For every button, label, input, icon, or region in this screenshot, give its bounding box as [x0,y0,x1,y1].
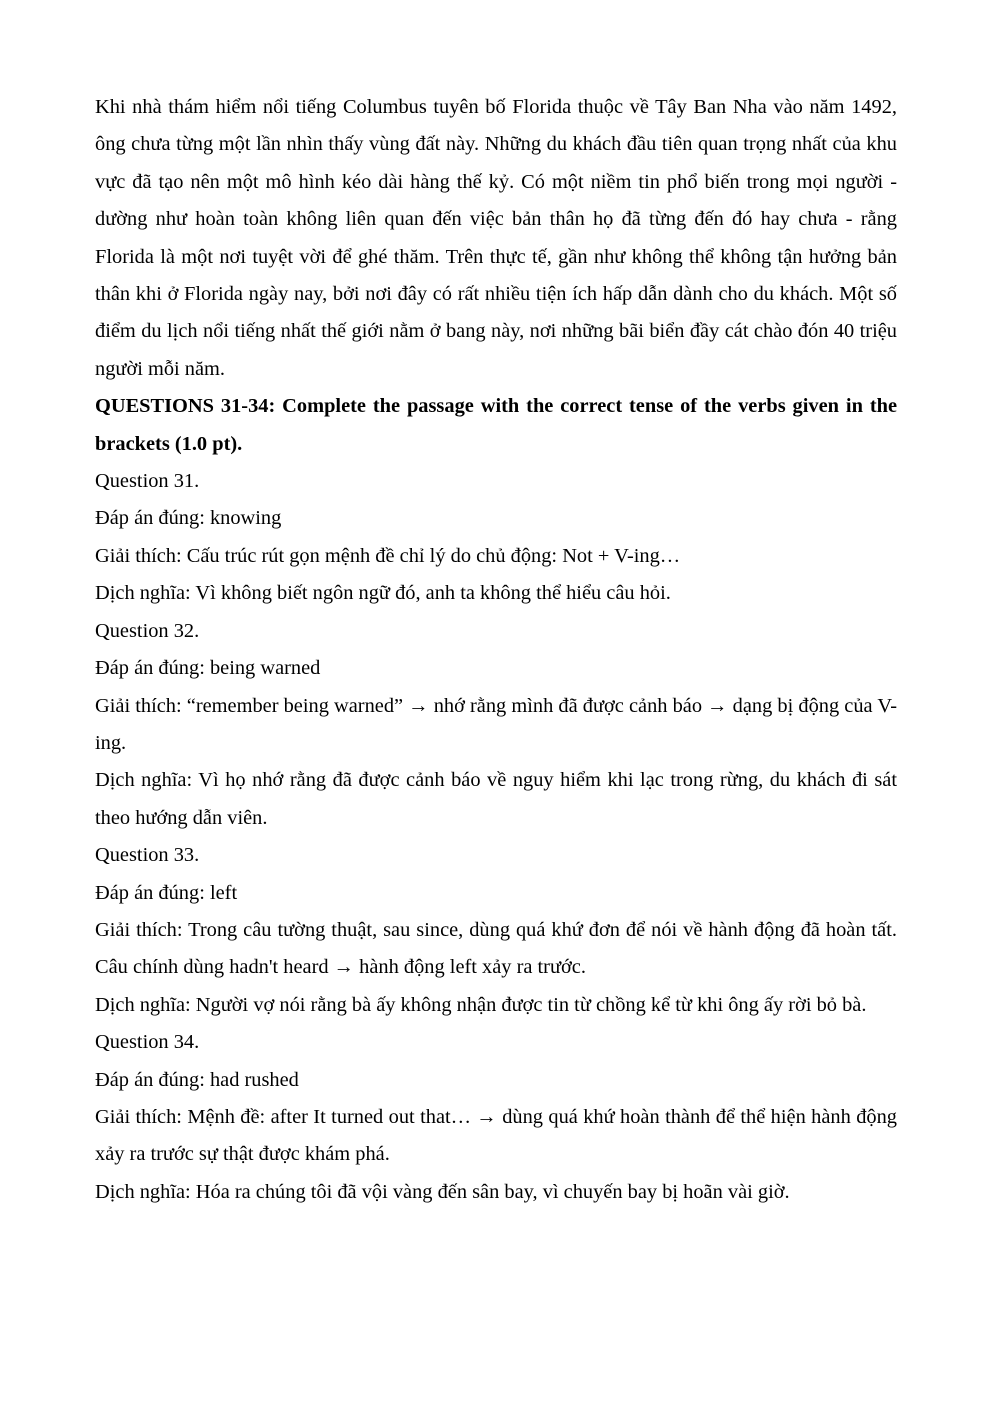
question-translation: Dịch nghĩa: Người vợ nói rằng bà ấy không nhận được tin từ chồng kể từ khi ông ấy rời bỏ bà. [95,993,867,1016]
question-translation: Dịch nghĩa: Vì họ nhớ rằng đã được cảnh báo về nguy hiểm khi lạc trong rừng, du khách đi sát theo hướng dẫn viên. [95,769,897,829]
question-answer: Đáp án đúng: being warned [95,657,321,680]
section-heading: QUESTIONS 31-34: Complete the passage with the correct tense of the verbs given in the brackets (1.0 pt). [95,395,897,455]
question-32 [95,613,897,837]
question-33 [95,837,897,1024]
intro-paragraph: Khi nhà thám hiểm nổi tiếng Columbus tuyên bố Florida thuộc về Tây Ban Nha vào năm 1492, ông chưa từng một lần nhìn thấy vùng đất này. Những du khách đầu tiên quan trọng nhất của khu vực đã tạo nên một mô hình kéo dài hàng thế kỷ. Có một niềm tin phổ biến trong mọi người - dường như hoàn toàn không liên quan đến việc bản thân họ đã từng đến đó hay chưa - rằng Florida là một nơi tuyệt vời để ghé thăm. Trên thực tế, gần như không thể không tận hưởng bản thân khi ở Florida ngày nay, bởi nơi đây có rất nhiều tiện ích hấp dẫn dành cho du khách. Một số điểm du lịch nổi tiếng nhất thế giới nằm ở bang này, nơi những bãi biển đầy cát chào đón 40 triệu người mỗi năm. [95,96,897,380]
question-explanation: Giải thích: “remember being warned” → nhớ rằng mình đã được cảnh báo → dạng bị động của V-ing. [95,694,897,754]
question-translation: Dịch nghĩa: Vì không biết ngôn ngữ đó, anh ta không thể hiểu câu hỏi. [95,582,671,605]
question-explanation: Giải thích: Mệnh đề: after It turned out that… → dùng quá khứ hoàn thành để thể hiện hành động xảy ra trước sự thật được khám phá. [95,1105,897,1166]
question-answer: Đáp án đúng: knowing [95,507,282,530]
question-title: Question 33. [95,844,200,867]
question-title: Question 34. [95,1031,200,1054]
question-answer: Đáp án đúng: left [95,881,238,904]
question-explanation: Giải thích: Cấu trúc rút gọn mệnh đề chỉ lý do chủ động: Not + V-ing… [95,544,681,567]
question-explanation: Giải thích: Trong câu tường thuật, sau since, dùng quá khứ đơn để nói về hành động đã hoàn tất. Câu chính dùng hadn't heard → hành động left xảy ra trước. [95,918,897,979]
question-31 [95,463,897,613]
question-title: Question 32. [95,619,200,642]
question-answer: Đáp án đúng: had rushed [95,1068,299,1091]
question-translation: Dịch nghĩa: Hóa ra chúng tôi đã vội vàng đến sân bay, vì chuyến bay bị hoãn vài giờ. [95,1180,790,1203]
question-34 [95,1024,897,1211]
question-title: Question 31. [95,470,200,493]
document-page [95,89,897,1211]
